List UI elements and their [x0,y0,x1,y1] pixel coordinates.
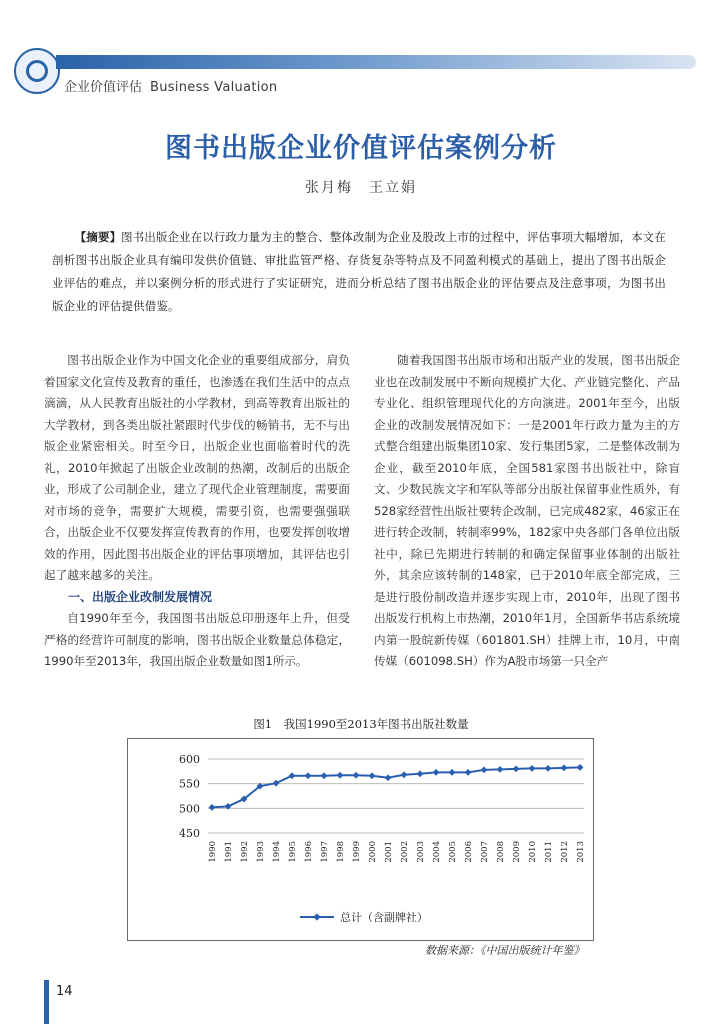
body-paragraph: 图书出版企业作为中国文化企业的重要组成部分，肩负着国家文化宣传及教育的重任，也渗透在我们生活中的点点滴滴，从人民教育出版社的小学教材，到高等教育出版社的大学教材，到各类出版社紧跟时代步伐的畅销书，无不与出版企业紧密相关。时至今日，出版企业也面临着时代的洗礼，2010年掀起了出版企业改制的热潮，改制后的出版企业，形成了公司制企业，建立了现代企业管理制度，需要面对市场的竞争，需要扩大规模，需要引资，也需要强强联合，出版企业不仅要发挥宣传教育的作用，也要发挥创收增效的作用，因此图书出版企业的评估事项增加，其评估也引起了越来越多的关注。 [44,353,350,582]
section-header [64,76,277,95]
article-title: 图书出版企业价值评估案例分析 [165,133,557,164]
x-tick-label: 1994 [272,841,282,863]
x-tick-label: 1998 [336,841,346,863]
data-point [305,772,312,779]
right-column [374,350,680,673]
x-tick-label: 2007 [480,841,490,863]
section-heading: 一、出版企业改制发展情况 [68,589,213,604]
data-point [369,772,376,779]
data-point [465,769,472,776]
page-number: 14 [56,984,73,999]
line-chart [128,739,593,940]
x-tick-label: 1995 [288,841,298,863]
data-point [401,771,408,778]
x-tick-label: 1993 [256,841,266,863]
series-line [212,767,580,807]
data-point [289,772,296,779]
data-point [273,780,280,787]
data-point [577,764,584,771]
data-point [337,772,344,779]
x-tick-label: 1992 [240,841,250,863]
data-point [321,772,328,779]
data-point [561,764,568,771]
data-point [545,765,552,772]
y-tick-label: 450 [179,827,200,840]
data-point [513,765,520,772]
data-point [529,765,536,772]
body-paragraph: 随着我国图书出版市场和出版产业的发展，图书出版企业也在改制发展中不断向规模扩大化、产业链完整化、产品专业化、组织管理现代化的方向演进。2001年至今，出版企业的改制发展情况如下：一是2001年行政力量为主的方式整合组建出版集团10家、发行集团5家，二是整体改制为企业，截至2010年底，全国581家图书出版社中，除盲文、少数民族文字和军队等部分出版社保留事业性质外，有528家经营性出版社要转企改制，已完成482家，46家正在进行转企改制，转制率99%，182家中央各部门各单位出版社中，除已先期进行转制的和确定保留事业体制的出版社外，其余应该转制的148家，已于2010年底全部完成，三是进行股份制改造并逐步实现上市，2010年，出现了图书出版发行机构上市热潮，2010年1月，全国新华书店系统境内第一股皖新传媒（601801.SH）挂牌上市，10月，中南传媒（601098.SH）作为A股市场第一只全产 [374,353,680,668]
x-tick-label: 2008 [496,841,506,863]
header-band [56,55,696,69]
x-tick-label: 2011 [544,841,554,863]
x-tick-label: 2000 [368,841,378,863]
x-tick-label: 1991 [224,841,234,863]
x-tick-label: 2001 [384,841,394,863]
x-tick-label: 2002 [400,841,410,863]
x-tick-label: 1990 [208,841,218,863]
data-point [209,804,216,811]
x-tick-label: 1997 [320,841,330,863]
data-point [417,770,424,777]
abstract-label: 【摘要】 [74,230,122,244]
x-tick-label: 2006 [464,841,474,863]
x-tick-label: 2005 [448,841,458,863]
x-tick-label: 2009 [512,841,522,863]
x-tick-label: 2013 [576,841,586,863]
chart-frame [127,738,594,941]
x-tick-label: 2012 [560,841,570,863]
figure-caption: 图1 我国1990至2013年图书出版社数量 [253,717,469,731]
data-point [449,769,456,776]
y-tick-label: 500 [179,802,200,816]
data-source: 数据来源：《中国出版统计年鉴》 [425,944,585,957]
data-point [353,772,360,779]
abstract [52,226,666,318]
body-paragraph: 自1990年至今，我国图书出版总印册逐年上升，但受严格的经营许可制度的影响，图书出版企业数量总体稳定，1990年至2013年，我国出版企业数量如图1所示。 [44,611,350,668]
y-tick-label: 550 [179,777,200,791]
x-tick-label: 2010 [528,841,538,863]
left-column [44,350,350,673]
data-point [433,769,440,776]
y-tick-label: 600 [179,753,200,766]
data-point [481,766,488,773]
legend-label: 总计（含副牌社） [340,911,428,924]
section-label-cn: 企业价值评估 [64,80,143,95]
data-point [497,766,504,773]
x-tick-label: 2003 [416,841,426,863]
article-authors: 张月梅 王立娟 [305,180,417,196]
abstract-text: 图书出版企业在以行政力量为主的整合、整体改制为企业及股改上市的过程中，评估事项大幅增加，本文在剖析图书出版企业具有编印发供价值链、审批监管严格、存货复杂等特点及不同盈利模式的基础上，提出了图书出版企业评估的难点，并以案例分析的形式进行了实证研究，进而分析总结了图书出版企业的评估要点及注意事项，为图书出版企业的评估提供借鉴。 [52,230,666,313]
x-tick-label: 1996 [304,841,314,863]
data-point [385,774,392,781]
page-number-bar [44,980,49,1024]
legend-marker [313,913,320,920]
section-label-en: Business Valuation [150,80,278,95]
x-tick-label: 2004 [432,841,442,863]
journal-logo-icon [14,48,60,94]
x-tick-label: 1999 [352,841,362,863]
